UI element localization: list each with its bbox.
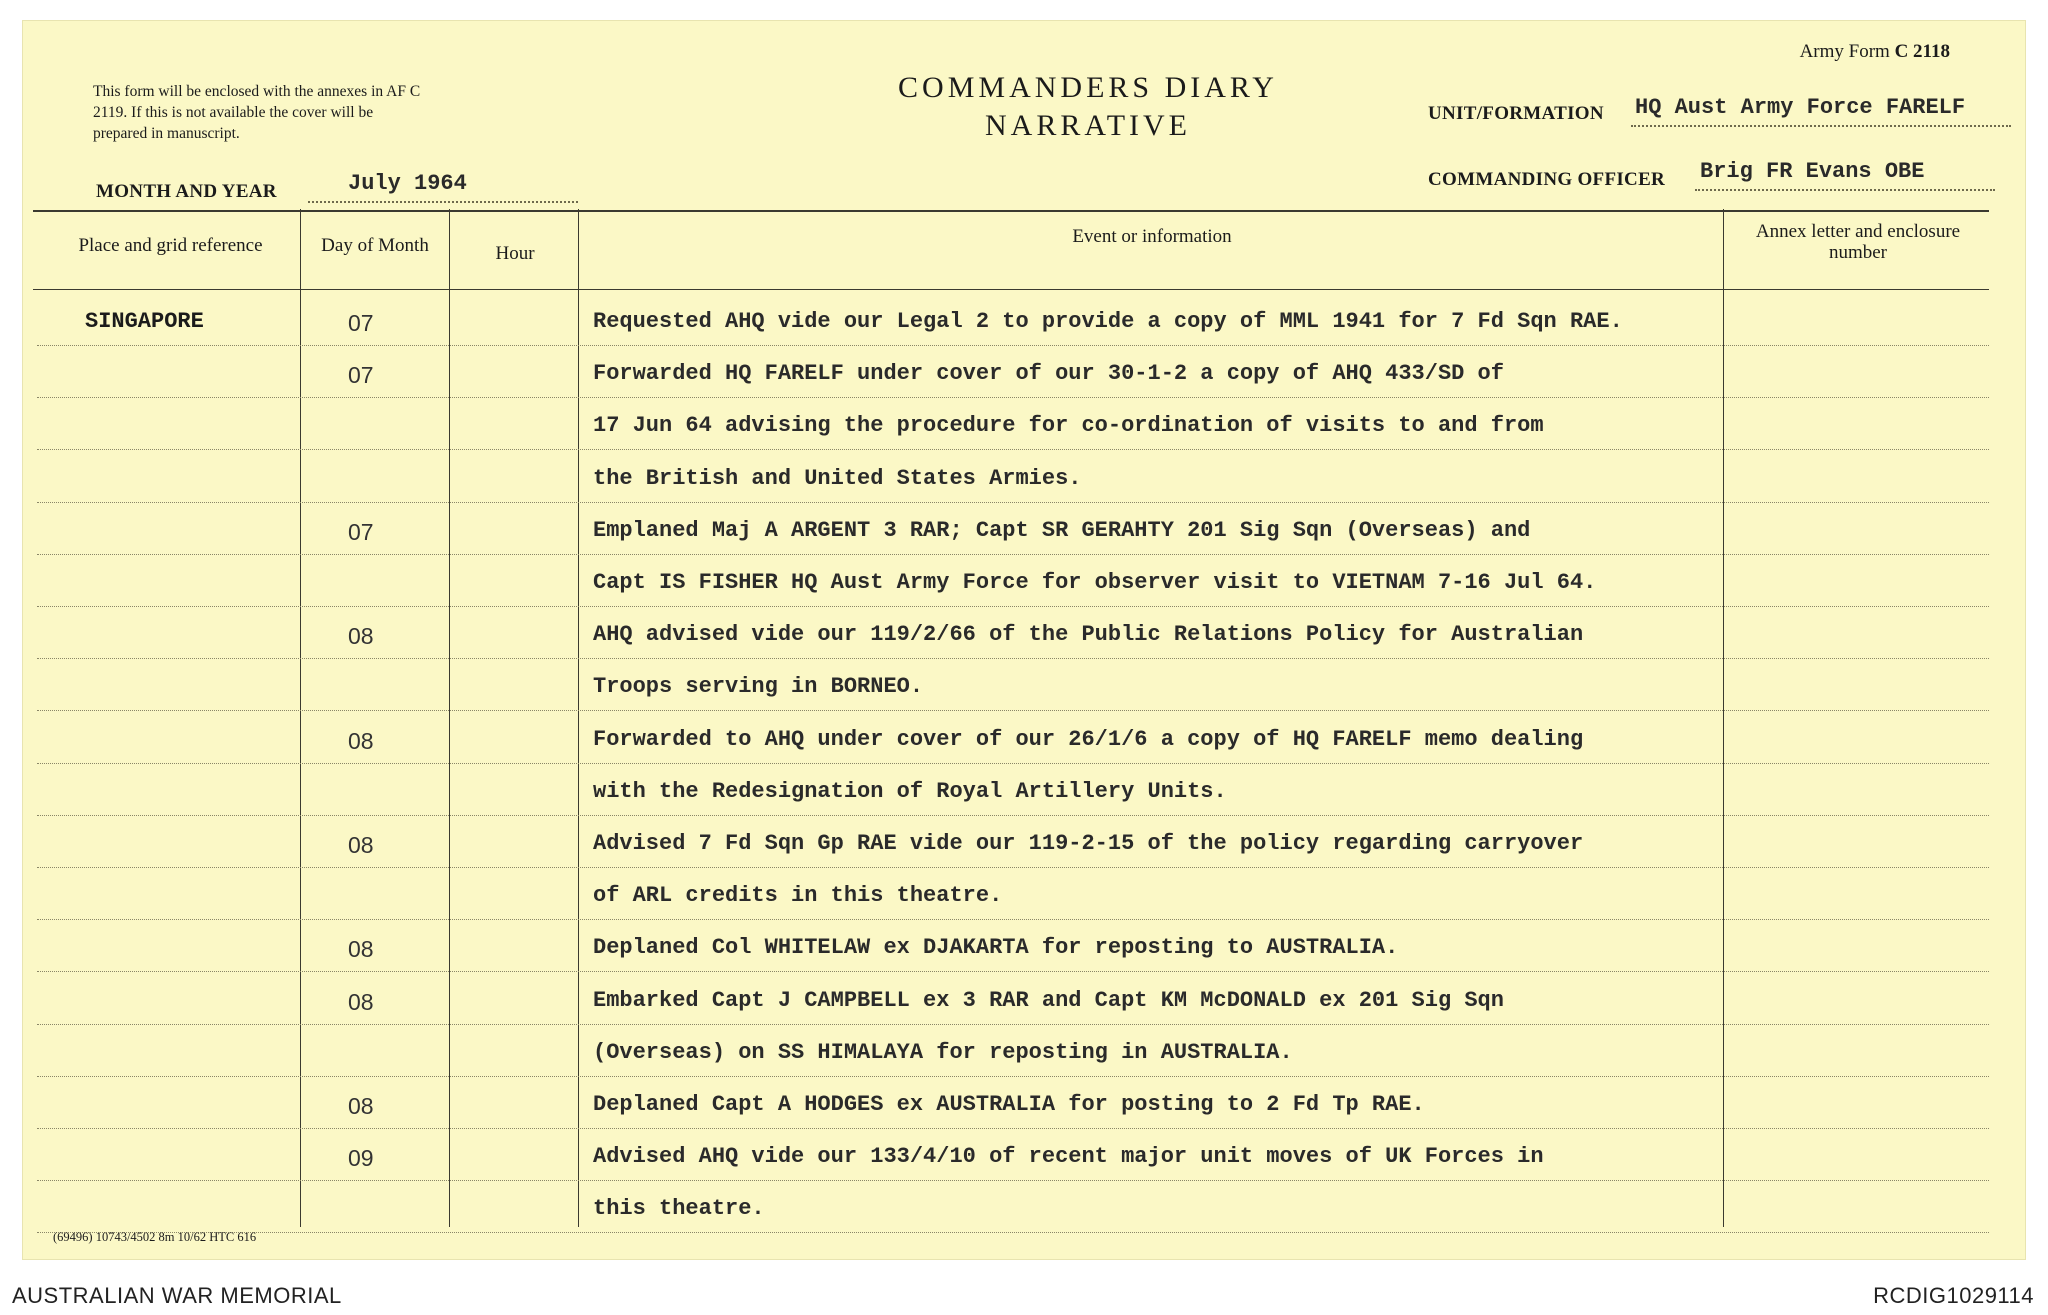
row-dotted-rule [37,449,1989,450]
page-title [853,69,1323,145]
print-code: (69496) 10743/4502 8m 10/62 HTC 616 [53,1230,257,1244]
entry-event-text: 17 Jun 64 advising the procedure for co-ordination of visits to and from [593,413,1544,439]
entry-event-text: Deplaned Col WHITELAW ex DJAKARTA for reposting to AUSTRALIA. [593,935,1399,961]
entry-day: 08 [348,623,374,650]
commanding-officer-dotline [1695,189,1995,191]
month-year-dotline [308,201,578,203]
row-dotted-rule [37,971,1989,972]
unit-formation-value: HQ Aust Army Force FARELF [1635,95,1966,120]
entry-event-text: Deplaned Capt A HODGES ex AUSTRALIA for posting to 2 Fd Tp RAE. [593,1092,1425,1117]
row-dotted-rule [37,1076,1989,1077]
entry-day: 08 [348,936,374,963]
entry-day: 08 [348,727,374,754]
column-divider-hour [578,209,579,1227]
column-header-place: Place and grid reference [78,235,263,256]
army-form-number [1800,41,1950,63]
header-top-rule [33,210,1989,212]
row-dotted-rule [37,397,1989,398]
row-dotted-rule [37,710,1989,711]
entry-day: 08 [348,1093,374,1119]
entry-event-text: AHQ advised vide our 119/2/66 of the Public Relations Policy for Australian [593,622,1584,648]
column-header-hour: Hour [495,243,535,264]
column-header-day: Day of Month [321,235,429,256]
row-dotted-rule [37,345,1989,346]
archive-reference: RCDIG1029114 [1873,1283,2034,1308]
entry-event-text: (Overseas) on SS HIMALAYA for reposting in AUSTRALIA. [593,1039,1293,1065]
entry-day: 08 [348,832,374,858]
entry-day: 09 [348,1145,374,1172]
column-divider-event [1723,209,1724,1227]
entry-event-text: Requested AHQ vide our Legal 2 to provide a copy of MML 1941 for 7 Fd Sqn RAE. [593,309,1623,334]
entry-event-text: Forwarded HQ FARELF under cover of our 30-1-2 a copy of AHQ 433/SD of [593,361,1504,387]
row-dotted-rule [37,502,1989,503]
entry-event-text: this theatre. [593,1196,765,1222]
army-form-code: C 2118 [1894,41,1950,62]
row-dotted-rule [37,919,1989,920]
title-line-1: COMMANDERS DIARY [898,71,1278,104]
entry-event-text: Advised 7 Fd Sqn Gp RAE vide our 119-2-15 of the policy regarding carryover [593,831,1584,856]
row-dotted-rule [37,1232,1989,1233]
entry-event-text: Emplaned Maj A ARGENT 3 RAR; Capt SR GERAHTY 201 Sig Sqn (Overseas) and [593,517,1531,543]
row-dotted-rule [37,554,1989,555]
unit-formation-label: UNIT/FORMATION [1428,103,1604,124]
row-dotted-rule [37,815,1989,816]
row-dotted-rule [37,1180,1989,1181]
entry-event-text: Troops serving in BORNEO. [593,674,924,700]
commanding-officer-label: COMMANDING OFFICER [1428,169,1666,190]
unit-formation-dotline [1631,125,2011,127]
entry-event-text: Embarked Capt J CAMPBELL ex 3 RAR and Capt KM McDONALD ex 201 Sig Sqn [593,987,1504,1013]
entry-day: 07 [348,310,374,336]
entry-event-text: the British and United States Armies. [593,465,1082,491]
entry-event-text: Forwarded to AHQ under cover of our 26/1/6 a copy of HQ FARELF memo dealing [593,726,1584,752]
army-form-prefix: Army Form [1799,41,1890,62]
column-header-event: Event or information [1072,226,1232,247]
header-bottom-rule [33,289,1989,290]
commanding-officer-value: Brig FR Evans OBE [1700,159,1925,184]
entry-event-text: with the Redesignation of Royal Artillery Units. [593,778,1227,804]
row-dotted-rule [37,763,1989,764]
entry-event-text: Advised AHQ vide our 133/4/10 of recent major unit moves of UK Forces in [593,1144,1544,1170]
month-year-value: July 1964 [348,171,467,196]
archive-caption: AUSTRALIAN WAR MEMORIAL [12,1283,342,1308]
month-year-label: MONTH AND YEAR [96,181,277,202]
row-dotted-rule [37,1128,1989,1129]
entry-place: SINGAPORE [85,309,204,334]
column-header-annex: Annex letter and enclosure number [1755,221,1961,263]
enclosure-note: This form will be enclosed with the annexes in AF C 2119. If this is not available the cover will be prepared in manuscript. [93,83,421,142]
column-divider-day [449,209,450,1227]
row-dotted-rule [37,606,1989,607]
title-line-2: NARRATIVE [985,109,1191,142]
entry-event-text: Capt IS FISHER HQ Aust Army Force for observer visit to VIETNAM 7-16 Jul 64. [593,570,1597,595]
row-dotted-rule [37,1024,1989,1025]
entry-day: 07 [348,518,374,545]
entry-day: 07 [348,362,374,389]
entry-event-text: of ARL credits in this theatre. [593,883,1003,909]
entry-day: 08 [348,988,374,1015]
row-dotted-rule [37,658,1989,659]
row-dotted-rule [37,867,1989,868]
column-divider-place [300,209,301,1227]
diary-sheet [22,20,2026,1260]
